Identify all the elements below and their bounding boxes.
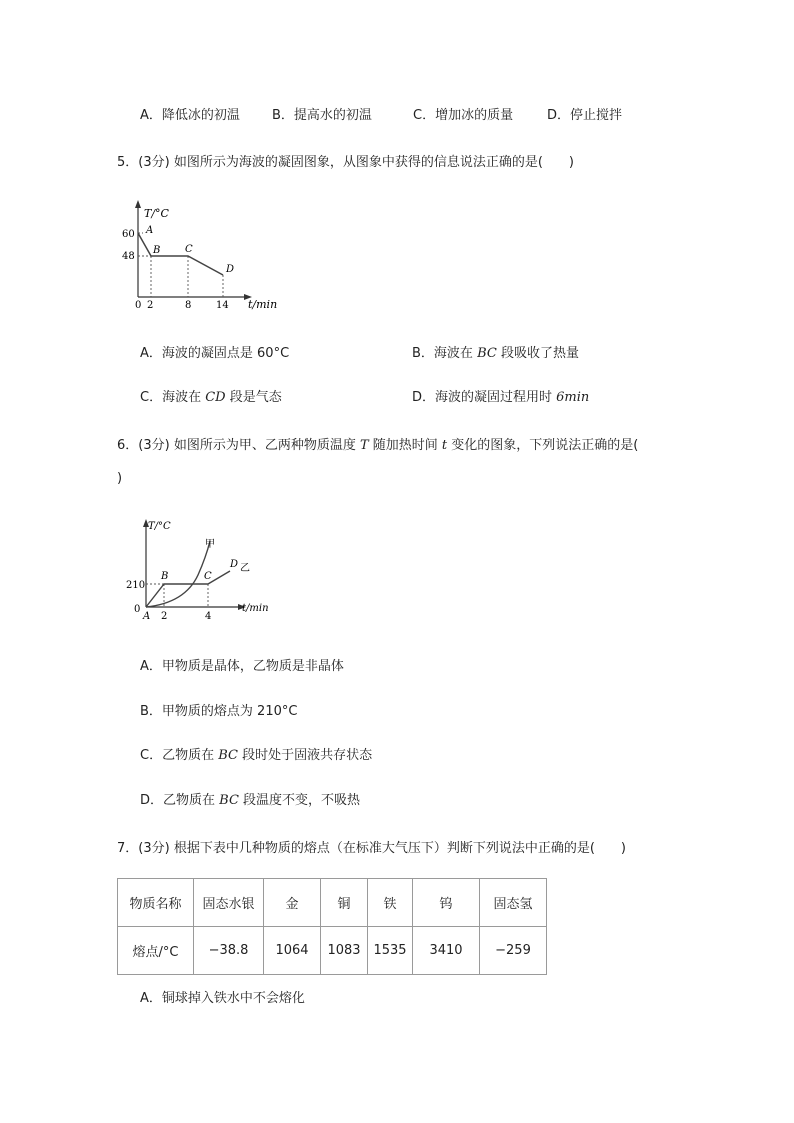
q6-x-tick-2: 2 [161, 611, 168, 622]
q5-x-tick-0: 0 [135, 300, 142, 311]
q7-stem: 7．(3分) 根据下表中几种物质的熔点（在标准大气压下）判断下列说法中正确的是( ) [117, 841, 626, 856]
q5-x-label: t/min [248, 298, 278, 311]
q5-option-b-post: 段吸收了热量 [496, 346, 579, 361]
q6-option-b[interactable] [140, 700, 297, 719]
q5-option-c-post: 段是气态 [225, 390, 282, 405]
q5-option-c-var: CD [205, 390, 226, 405]
melting-point-table [117, 878, 547, 975]
table-cell: −38.8 [194, 927, 264, 975]
table-row-label: 熔点/°C [118, 927, 194, 975]
table-cell: 3410 [413, 927, 480, 975]
table-header-cell: 物质名称 [118, 879, 194, 927]
q5-point-b: B [153, 245, 161, 256]
q5-option-b[interactable] [412, 342, 579, 361]
table-header-row [118, 879, 547, 927]
q6-point-c: C [204, 571, 212, 582]
q5-option-c-pre: C．海波在 [140, 390, 206, 405]
q6-point-b: B [161, 571, 169, 582]
q5-option-a[interactable] [140, 342, 289, 361]
q5-stem: 5．(3分) 如图所示为海波的凝固图象，从图象中获得的信息说法正确的是( ) [117, 155, 574, 170]
q5-x-tick-8: 8 [185, 300, 192, 311]
q5-point-c: C [185, 244, 193, 255]
table-header-cell: 固态水银 [194, 879, 264, 927]
q6-jia-label: 甲 [205, 539, 215, 550]
q5-y-tick-60: 60 [122, 229, 135, 240]
q6-point-a: A [143, 611, 151, 622]
q5-option-a-text: A．海波的凝固点是 60 [140, 346, 274, 361]
q6-option-c[interactable]: C．乙物质在 BC 段时处于固液共存状态 [140, 748, 373, 763]
q5-option-b-var: BC [477, 346, 497, 361]
q5-x-tick-14: 14 [216, 300, 229, 311]
q4-option-d[interactable]: D．停止搅拌 [547, 108, 623, 123]
q5-point-d: D [226, 264, 235, 275]
q7-option-a[interactable]: A．铜球掉入铁水中不会熔化 [140, 991, 305, 1006]
table-header-cell: 铜 [321, 879, 368, 927]
q6-option-b-unit: °C [281, 704, 298, 719]
q6-stem-line1: 6．(3分) 如图所示为甲、乙两种物质温度 T 随加热时间 t 变化的图象，下列说法正确的是( [117, 438, 639, 453]
table-cell: 1535 [368, 927, 413, 975]
q6-yi-label: 乙 [240, 563, 250, 574]
q6-y-label: T/°C [148, 521, 171, 532]
q6-option-d[interactable]: D．乙物质在 BC 段温度不变，不吸热 [140, 793, 361, 808]
q4-option-a[interactable]: A．降低冰的初温 [140, 108, 240, 123]
q6-y-tick-210: 210 [126, 580, 146, 591]
q6-x-label: t/min [242, 603, 269, 614]
q5-y-label: T/°C [144, 207, 169, 220]
q5-y-arrow [135, 200, 141, 208]
q5-point-a: A [146, 225, 154, 236]
q5-option-b-pre: B．海波在 [412, 346, 478, 361]
table-header-cell: 固态氢 [480, 879, 547, 927]
q4-option-b[interactable]: B．提高水的初温 [272, 108, 372, 123]
table-header-cell: 钨 [413, 879, 480, 927]
table-header-cell: 金 [264, 879, 321, 927]
q5-solidification-graph [118, 196, 283, 314]
q5-option-d[interactable] [412, 386, 589, 405]
q6-x-tick-4: 4 [205, 611, 212, 622]
q6-option-a[interactable]: A．甲物质是晶体，乙物质是非晶体 [140, 659, 344, 674]
table-row [118, 927, 547, 975]
q6-stem-line2: ) [117, 471, 123, 486]
q5-option-d-pre: D．海波的凝固过程用时 [412, 390, 557, 405]
q4-option-c[interactable]: C．增加冰的质量 [413, 108, 514, 123]
q5-x-tick-2: 2 [147, 300, 154, 311]
q5-option-d-var: 6min [556, 390, 590, 405]
q5-option-a-unit: °C [273, 346, 290, 361]
table-cell: −259 [480, 927, 547, 975]
q6-jia-curve [146, 541, 210, 607]
q6-origin: 0 [134, 604, 141, 615]
table-cell: 1083 [321, 927, 368, 975]
q6-option-b-text: B．甲物质的熔点为 210 [140, 704, 282, 719]
q5-option-c[interactable] [140, 386, 282, 405]
q5-y-tick-48: 48 [122, 251, 135, 262]
table-header-cell: 铁 [368, 879, 413, 927]
q6-point-d: D [230, 559, 239, 570]
q6-heating-graph [126, 515, 270, 623]
table-cell: 1064 [264, 927, 321, 975]
